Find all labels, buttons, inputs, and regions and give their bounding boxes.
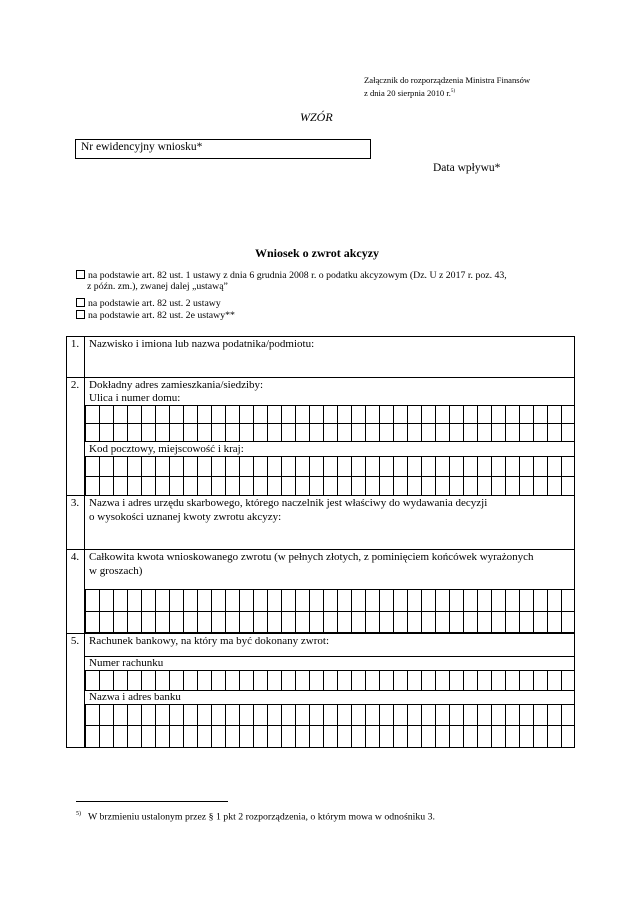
section-4-label-line2: w groszach) <box>89 565 143 577</box>
section-2-sub-postal-label: Kod pocztowy, miejscowość i kraj: <box>89 443 244 455</box>
section-5-account-cells[interactable] <box>85 670 575 691</box>
section-2-street-cells-mid <box>85 423 575 424</box>
annex-reference <box>364 75 530 99</box>
section-5-bank-cells-mid <box>85 725 575 726</box>
footnote-separator <box>76 801 228 802</box>
annex-line-2: z dnia 20 sierpnia 2010 r.$^{5)}$ <box>364 87 456 98</box>
section-4-number: 4. <box>70 551 80 563</box>
option-art82-ust1-text: na podstawie art. 82 ust. 1 ustawy z dnia 6 grudnia 2008 r. o podatku akcyzowym (Dz. U z 2017 r. poz. 43, <box>88 270 507 281</box>
footnote-mark: 5) <box>76 811 81 817</box>
footnote <box>76 811 435 822</box>
checkbox-art82-ust1[interactable] <box>76 270 85 279</box>
section-3-label-line1: Nazwa i adres urzędu skarbowego, którego naczelnik jest właściwy do wydawania decyzji <box>89 497 488 509</box>
section-divider-2 <box>66 495 575 496</box>
nr-ewidencyjny-field[interactable] <box>75 139 371 159</box>
section-1-label: Nazwisko i imiona lub nazwa podatnika/podmiotu: <box>89 338 315 350</box>
section-5-number: 5. <box>70 635 80 647</box>
section-divider-4 <box>66 633 575 634</box>
section-5-bank-cells[interactable] <box>85 704 575 748</box>
option-art82-ust2-text: na podstawie art. 82 ust. 2 ustawy <box>88 298 221 309</box>
option-art82-ust2e-text: na podstawie art. 82 ust. 2e ustawy** <box>88 310 235 321</box>
annex-line-1: Załącznik do rozporządzenia Ministra Finansów <box>364 75 531 85</box>
section-3-label-line2: o wysokości uznanej kwoty zwrotu akcyzy: <box>89 511 282 523</box>
section-divider-3 <box>66 549 575 550</box>
checkbox-art82-ust2[interactable] <box>76 298 85 307</box>
section-5-sub-bank-label: Nazwa i adres banku <box>89 691 181 703</box>
option-art82-ust2e[interactable] <box>76 310 235 321</box>
option-art82-ust1[interactable] <box>76 270 507 292</box>
wzor-label: WZÓR <box>300 110 333 124</box>
section-2-postal-cells-mid <box>85 476 575 477</box>
section-5-label: Rachunek bankowy, na który ma być dokonany zwrot: <box>89 635 330 647</box>
form-title: Wniosek o zwrot akcyzy <box>254 246 380 260</box>
section-4-label-line1: Całkowita kwota wnioskowanego zwrotu (w pełnych złotych, z pominięciem końcówek wyrażonych <box>89 551 534 563</box>
data-wplywu-label: Data wpływu* <box>433 162 501 174</box>
annex-footnote-mark: 5) <box>450 89 456 94</box>
checkbox-art82-ust2e[interactable] <box>76 310 85 319</box>
section-2-number: 2. <box>70 379 80 391</box>
section-2-label: Dokładny adres zamieszkania/siedziby: <box>89 379 264 391</box>
section-4-amount-cells-mid <box>85 611 575 612</box>
section-3-number: 3. <box>70 497 80 509</box>
footnote-text: W brzmieniu ustalonym przez § 1 pkt 2 rozporządzenia, o którym mowa w odnośniku 3. <box>88 811 435 823</box>
section-divider-1 <box>66 377 575 378</box>
nr-ewidencyjny-label: Nr ewidencyjny wniosku* <box>81 141 203 153</box>
section-2-sub-street-label: Ulica i numer domu: <box>89 392 181 404</box>
option-art82-ust2[interactable] <box>76 298 221 309</box>
section-5-sub-account-label: Numer rachunku <box>89 657 164 669</box>
option-art82-ust1-text-cont: z późn. zm.), zwanej dalej „ustawą” <box>87 281 228 292</box>
section-1-number: 1. <box>70 338 80 350</box>
